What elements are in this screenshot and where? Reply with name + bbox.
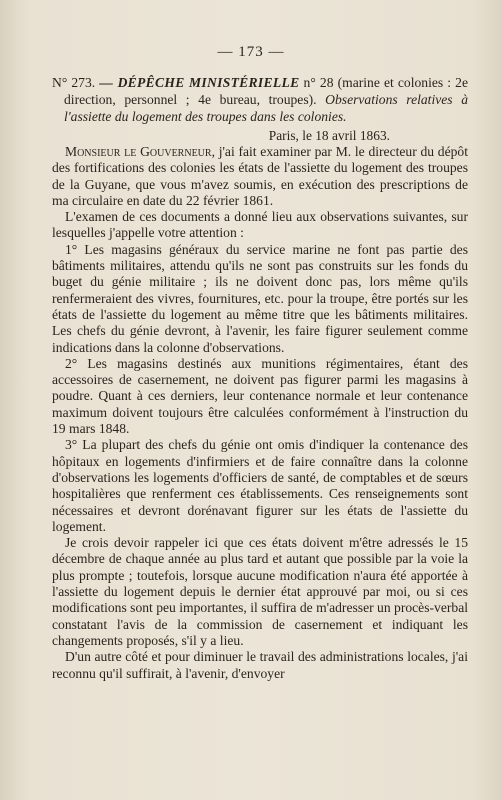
- page-number: — 173 —: [217, 44, 285, 60]
- dateline: Paris, le 18 avril 1863.: [268, 128, 390, 143]
- paragraph-opening: [52, 144, 468, 209]
- opening-text: , j'ai fait examiner par M. le directeur du dépôt des fortifications des colonies les états de l'assiette du logement des troupes de la Guyane, que vous m'avez soumis, en exécution des prescriptions de ma circulaire en date du 22 février 1861.: [52, 144, 468, 208]
- paragraph-point-3: 3° La plupart des chefs du génie ont omis d'indiquer la contenance des hôpitaux en logements d'infirmiers et de faire connaître dans la colonne d'observations les logements d'officiers de santé, de comptables et de sœurs hospitalières que renferment ces établissements. Ces renseignements sont nécessaires et devront dorénavant figurer sur les états de l'assiette du logement.: [52, 437, 468, 534]
- dispatch-reference: n° 28 (marine et colonies : 2e direction, personnel ; 4e bureau, troupes).: [64, 75, 468, 107]
- salutation: Monsieur le Gouverneur: [65, 144, 212, 159]
- paragraph-observations-intro: L'examen de ces documents a donné lieu aux observations suivantes, sur lesquelles j'appelle votre attention :: [52, 209, 468, 241]
- paragraph-point-2: 2° Les magasins destinés aux munitions régimentaires, étant des accessoires de casernement, ne doivent pas figurer parmi les magasins à poudre. Quant à ces derniers, leur contenance normale et leur contenance maximum doivent toujours être calculées conformément à l'instruction du 19 mars 1848.: [52, 355, 468, 437]
- dispatch-title: — DÉPÊCHE MINISTÉRIELLE: [99, 75, 300, 90]
- dispatch-subject: Observations relatives à l'assiette du logement des troupes dans les colonies.: [64, 92, 468, 124]
- dispatch-heading: [52, 74, 468, 125]
- dispatch-number: N° 273.: [52, 75, 96, 90]
- paragraph-point-1: 1° Les magasins généraux du service marine ne font pas partie des bâtiments militaires, attendu qu'ils ne sont pas construits sur les fonds du buget du génie militaire ; ils ne doivent donc pas, lors même qu'ils renfermeraient des vivres, fournitures, etc. pour la troupe, être portés sur les états de l'assiette du logement au même titre que les bâtiments militaires. Les chefs du génie devront, à l'avenir, les faire figurer seulement comme indications dans la colonne d'observations.: [52, 241, 468, 355]
- paragraph-reminder: Je crois devoir rappeler ici que ces états doivent m'être adressés le 15 décembre de chaque année au plus tard et autant que possible par la voie la plus prompte ; toutefois, lorsque aucune modification n'aura été apportée à l'assiette du logement depuis le dernier état approuvé par moi, ou si ces modifications sont peu importantes, il suffira de m'adresser un procès-verbal constatant l'avis de la commission de casernement et indiquant les changements proposés, s'il y a lieu.: [52, 535, 468, 648]
- paragraph-final: D'un autre côté et pour diminuer le travail des administrations locales, j'ai reconnu qu'il suffirait, à l'avenir, d'envoyer: [52, 649, 468, 681]
